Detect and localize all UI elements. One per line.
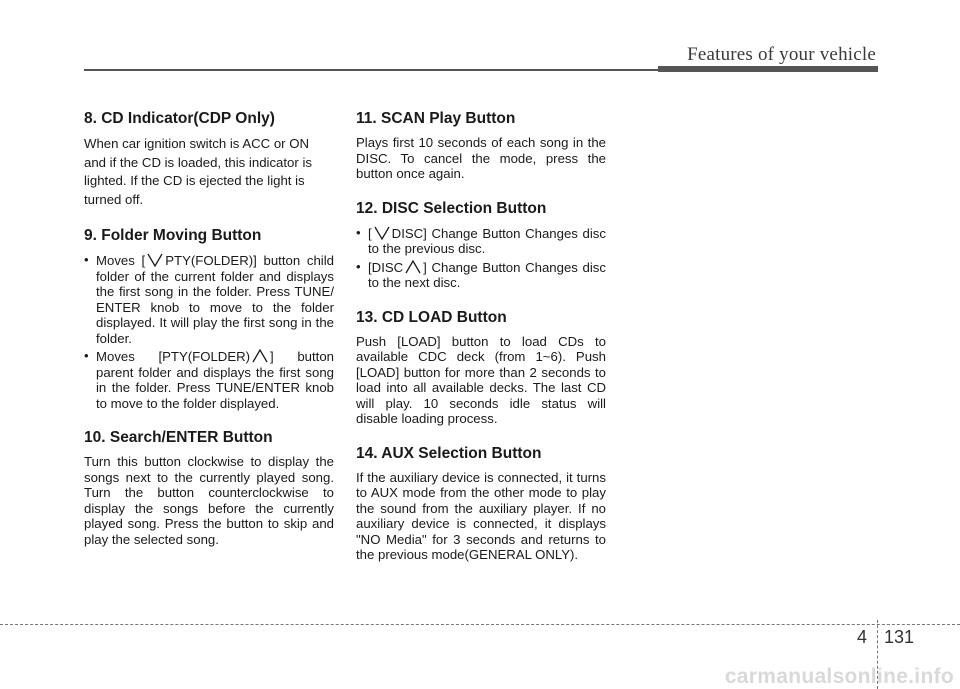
bullet-text-post: ] button parent folder and displays the first song in the folder. Press TUNE/ENTER knob to move to the folder displayed. xyxy=(96,349,334,411)
right-column xyxy=(356,110,606,581)
section-13-body: Push [LOAD] button to load CDs to available CDC deck (from 1~6). Push [LOAD] button for more than 2 seconds to load into all available decks. The last CD will play. 10 seconds idle status will disable loading process. xyxy=(356,333,606,426)
section-13-heading: 13. CD LOAD Button xyxy=(356,308,507,326)
section-9-list xyxy=(84,252,334,411)
bullet-text-pre: [ xyxy=(368,225,372,241)
section-9-heading: 9. Folder Moving Button xyxy=(84,227,262,244)
bullet-text-pre: Moves [ xyxy=(96,253,146,268)
page-number: 131 xyxy=(884,627,915,647)
bullet-text-post: ] Change Button Changes disc to the next disc. xyxy=(368,259,606,290)
bullet-text-post: PTY(FOLDER)] button child folder of the current folder and displays the first song in the folder. Press TUNE/ ENTER knob to move to the folder displayed. It will play the first song in the folder. xyxy=(96,253,335,346)
section-11-heading: 11. SCAN Play Button xyxy=(356,110,516,127)
section-8-body: When car ignition switch is ACC or ON and if the CD is loaded, this indicator is lighted. If the CD is ejected the light is turned off. xyxy=(84,136,312,207)
list-item xyxy=(84,348,334,411)
section-10-body: Turn this button clockwise to display the songs next to the currently played song. Turn the button counterclockwise to display the songs before the currently played song. Press the button to skip and play the selected song. xyxy=(84,454,334,547)
chapter-number: 4 xyxy=(857,627,868,647)
section-12-heading: 12. DISC Selection Button xyxy=(356,199,547,217)
section-12-list xyxy=(356,225,606,291)
bullet-text-pre: [DISC xyxy=(368,259,404,275)
left-column xyxy=(84,110,334,565)
section-10-heading: 10. Search/ENTER Button xyxy=(84,429,273,446)
section-14-heading: 14. AUX Selection Button xyxy=(356,444,542,462)
section-14-body: If the auxiliary device is connected, it turns to AUX mode from the other mode to play the sound from the auxiliary player. If no auxiliary device is connected, it displays "NO Media" for 3 seconds and returns to the previous mode(GENERAL ONLY). xyxy=(356,469,606,562)
section-11-body: Plays first 10 seconds of each song in the DISC. To cancel the mode, press the button once again. xyxy=(356,135,606,181)
section-8-heading: 8. CD Indicator(CDP Only) xyxy=(84,110,275,127)
bullet-text-post: DISC] Change Button Changes disc to the previous disc. xyxy=(368,225,606,256)
chevron-up-icon xyxy=(404,259,422,275)
list-item xyxy=(84,252,334,346)
page-header-title: Features of your vehicle xyxy=(687,44,876,65)
bullet-text-pre: Moves [PTY(FOLDER) xyxy=(96,349,251,364)
list-item xyxy=(356,259,606,291)
chevron-down-icon xyxy=(373,225,391,241)
chevron-up-icon xyxy=(251,348,269,364)
header-rule-accent xyxy=(658,66,878,72)
footer-rule xyxy=(0,624,960,625)
watermark: carmanualsonline.info xyxy=(724,665,954,688)
chevron-down-icon xyxy=(146,252,164,268)
list-item xyxy=(356,225,606,257)
